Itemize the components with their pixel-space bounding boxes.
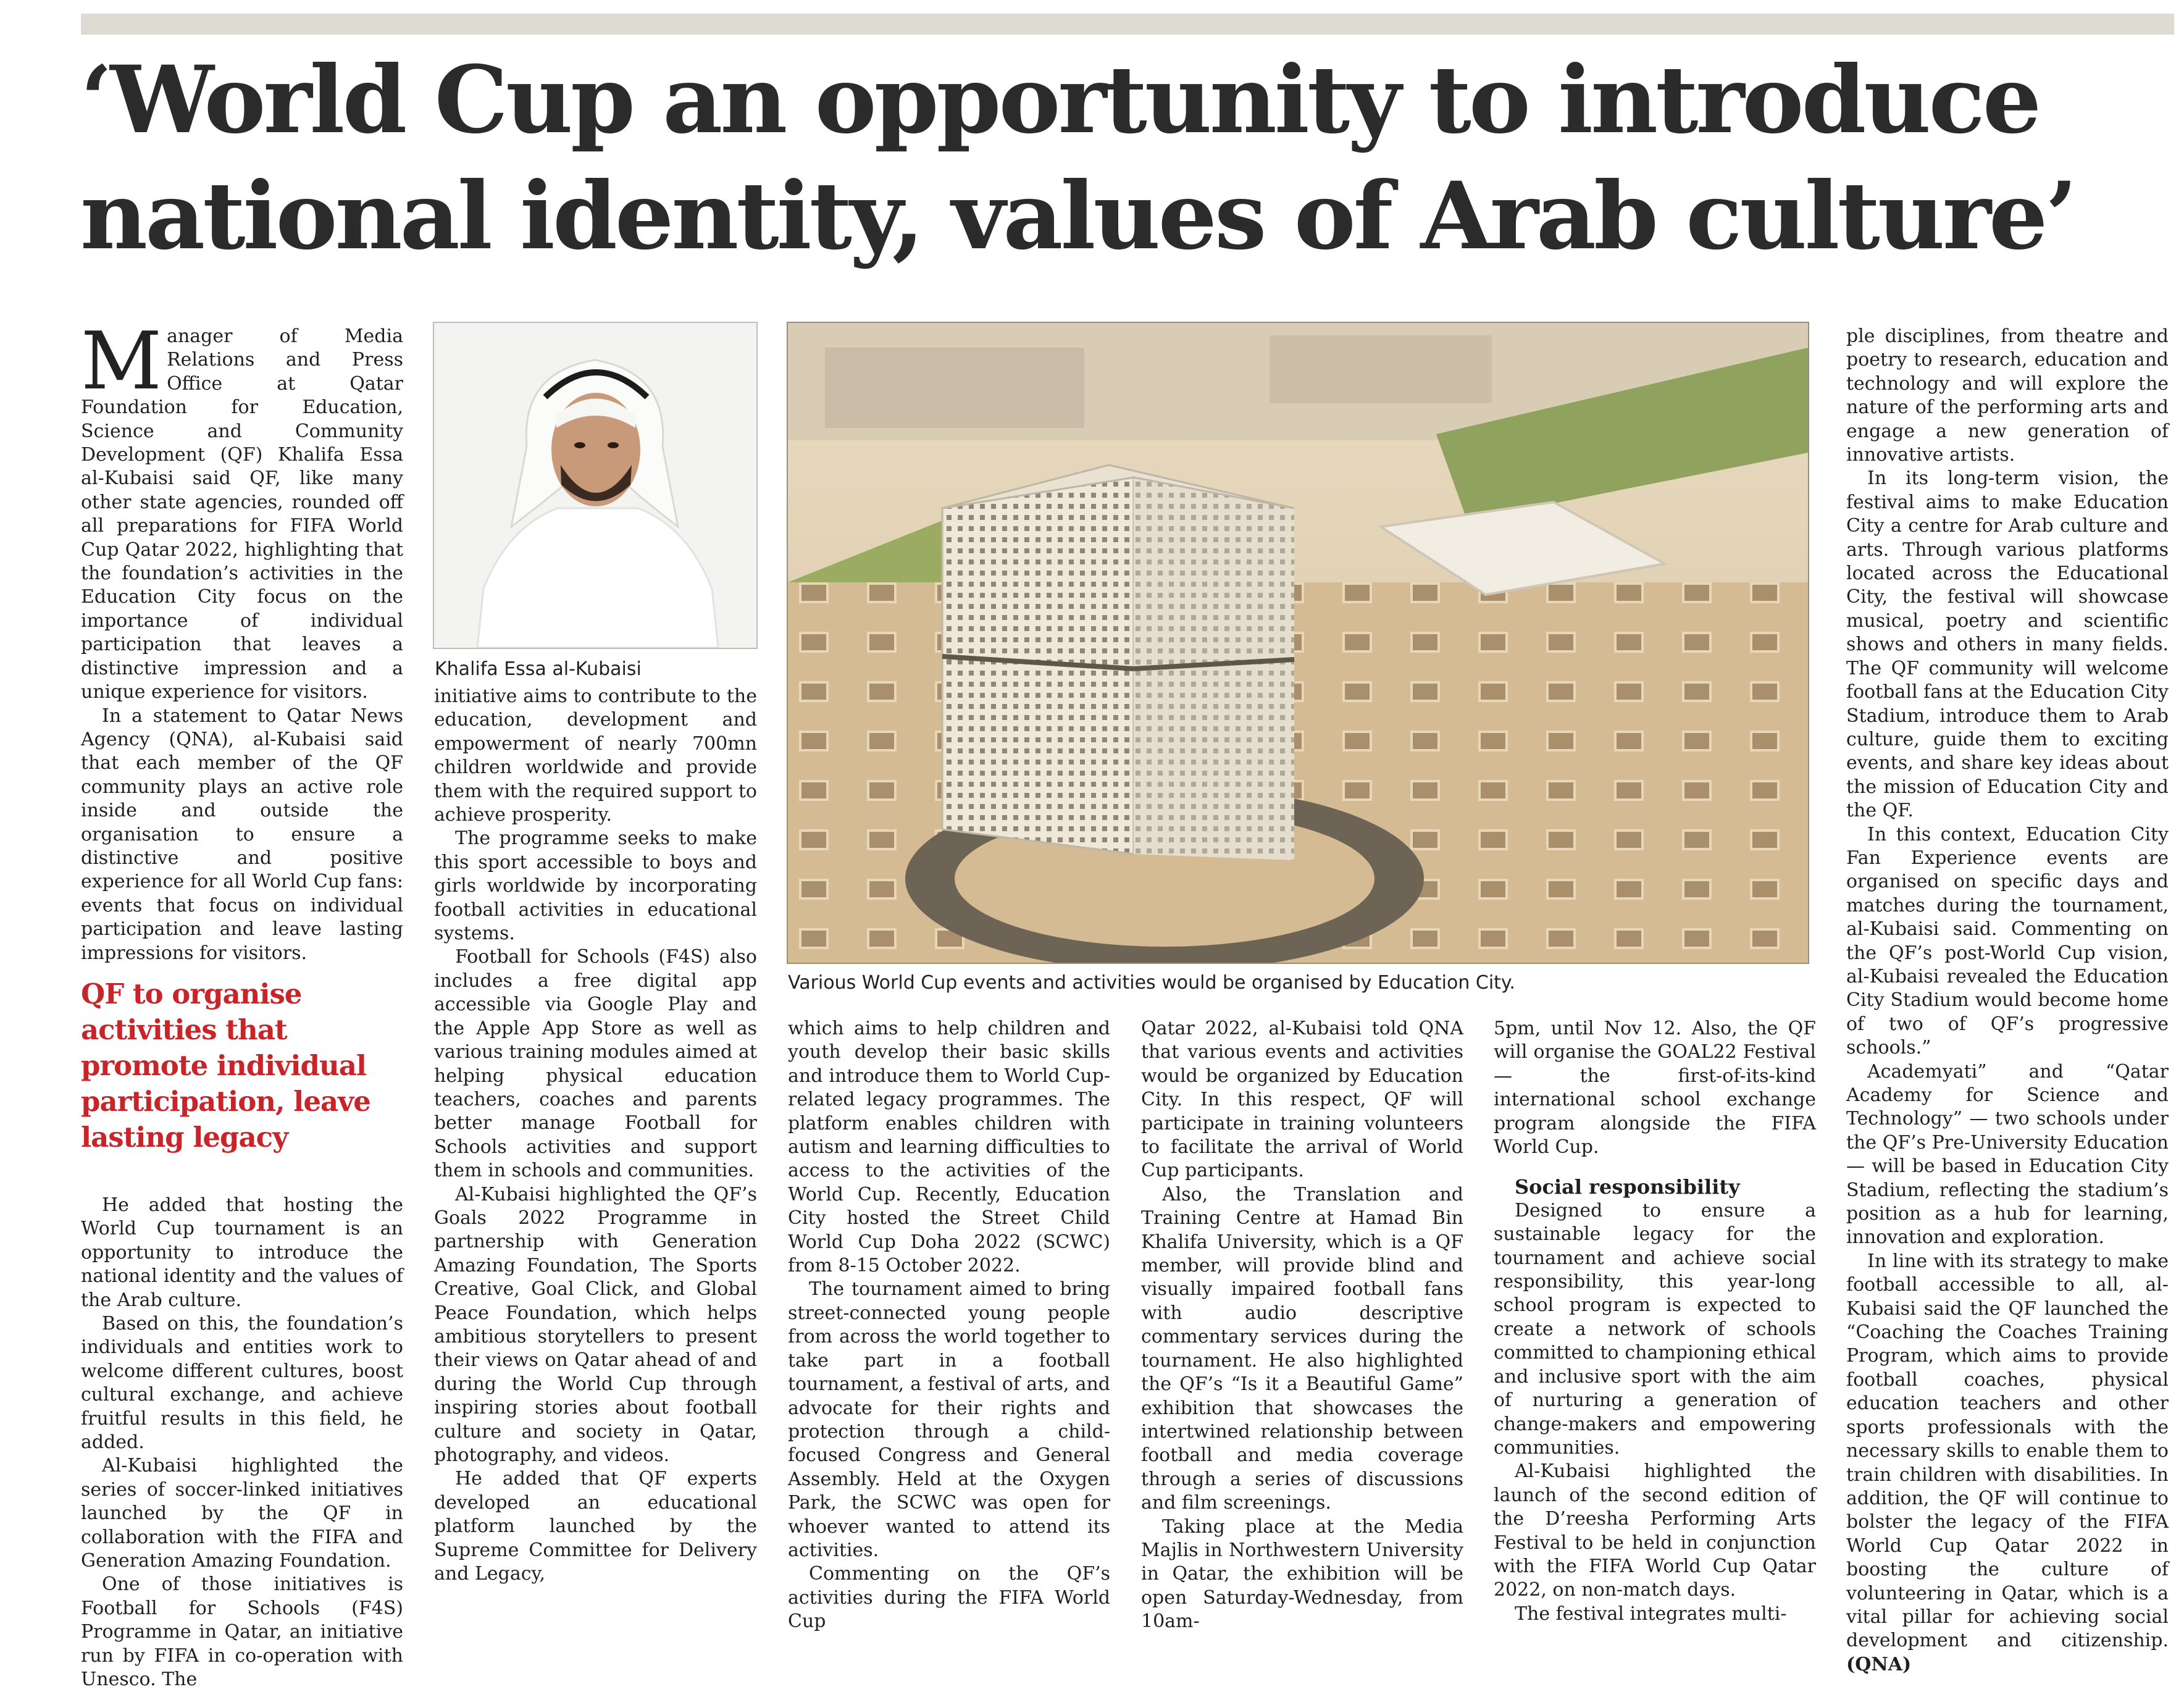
paragraph: Commenting on the QF’s activities during the FIFA World Cup [788, 1563, 1110, 1633]
paragraph: Designed to ensure a sustainable legacy for the tournament and achieve social responsibility, this year-long school program is expected to create a network of schools committed to championing ethical and inclusive sport with the aim of nurturing a generation of change-makers and empowering communities. [1494, 1199, 1816, 1459]
paragraph: Football for Schools (F4S) also includes a free digital app accessible via Google Play and the Apple App Store as well as various training modules aimed at helping physical education teachers, coaches and parents better manage Football for Schools activities and support them in schools and communities. [434, 946, 757, 1182]
article-column-1 [81, 316, 403, 1692]
headline-line-1: ‘World Cup an opportunity to introduce [80, 46, 2040, 154]
paragraph: In its long-term vision, the festival aims to make Education City a centre for Arab culture and arts. Through various platforms located across the Educational City, the festival will showcase musical, poetry and scientific shows and others in many fields. The QF community will welcome football fans at the Education City Stadium, introduce them to Arab culture, guide them to exciting events, and share key ideas about the mission of Education City and the QF. [1846, 467, 2169, 822]
article-column-6 [1846, 325, 2169, 1677]
paragraph: He added that hosting the World Cup tournament is an opportunity to introduce the national identity and the values of the Arab culture. [81, 1194, 403, 1311]
top-rule-bar [81, 14, 2174, 35]
headline-line-2: national identity, values of Arab culture’ [80, 162, 2075, 270]
paragraph: Also, the Translation and Training Centre at Hamad Bin Khalifa University, which is a QF member, will provide blind and visually impaired football fans with audio descriptive commentary services during the tournament. He also highlighted the QF’s “Is it a Beautiful Game” exhibition that showcases the intertwined relationship between football and media coverage through a series of discussions and film screenings. [1141, 1183, 1463, 1514]
paragraph: Al-Kubaisi highlighted the QF’s Goals 2022 Programme in partnership with Generation Amazing Foundation, The Sports Creative, Goal Click, and Global Peace Foundation, which helps ambitious storytellers to present their views on Qatar ahead of and during the World Cup through inspiring stories about football culture and society in Qatar, photography, and videos. [434, 1183, 757, 1466]
aerial-photo-image [788, 323, 1808, 963]
portrait-photo [433, 322, 758, 649]
paragraph: One of those initiatives is Football for Schools (F4S) Programme in Qatar, an initiative run by FIFA in co-operation with Unesco. The [81, 1573, 403, 1691]
subheading: QF to organise activities that promote individual participation, leave lasting legacy [81, 977, 370, 1154]
article-column-4 [1141, 1017, 1463, 1634]
paragraph: Academyati” and “Qatar Academy for Science and Technology” — two schools under the QF’s Pre-University Education — will be based in Education City Stadium, reflecting the stadium’s position as a hub for learning, innovation and exploration. [1846, 1060, 2169, 1249]
paragraph: which aims to help children and youth develop their basic skills and introduce them to World Cup-related legacy programmes. The platform enables children with autism and learning difficulties to access to the activities of the World Cup. Recently, Education City hosted the Street Child World Cup Doha 2022 (SCWC) from 8-15 October 2022. [788, 1018, 1110, 1277]
paragraph: In this context, Education City Fan Experience events are organised on specific days and matches during the tournament, al-Kubaisi said. Commenting on the QF’s post-World Cup vision, al-Kubaisi revealed the Education City Stadium would become home of two of QF’s progressive schools.” [1846, 823, 2169, 1059]
paragraph: initiative aims to contribute to the education, development and empowerment of nearly 700mn children worldwide and provide them with the required support to achieve prosperity. [434, 685, 757, 826]
article-column-2 [434, 685, 757, 1586]
paragraph: Al-Kubaisi highlighted the series of soccer-linked initiatives launched by the QF in collaboration with the FIFA and Generation Amazing Foundation. [81, 1455, 403, 1572]
drop-cap: M [81, 316, 162, 408]
paragraph: Taking place at the Media Majlis in Northwestern University in Qatar, the exhibition will be open Saturday-Wednesday, from 10am- [1141, 1515, 1463, 1633]
paragraph: Al-Kubaisi highlighted the launch of the second edition of the D’reesha Performing Arts Festival to be held in conjunction with the FIFA World Cup Qatar 2022, on non-match days. [1494, 1460, 1816, 1601]
paragraph: 5pm, until Nov 12. Also, the QF will organise the GOAL22 Festival — the first-of-its-kind international school exchange program alongside the FIFA World Cup. [1494, 1018, 1816, 1158]
education-city-photo [787, 322, 1809, 964]
lead-paragraph: Manager of Media Relations and Press Office at Qatar Foundation for Education, Science and Community Development (QF) Khalifa Essa al-Kubaisi said QF, like many other state agencies, rounded off all preparations for FIFA World Cup Qatar 2022, highlighting that the foundation’s activities in the Education City focus on the importance of individual participation that leaves a distinctive impression and a unique experience for visitors. [81, 316, 403, 703]
article-column-3 [788, 1017, 1110, 1634]
paragraph: Based on this, the foundation’s individuals and entities work to welcome different cultures, boost cultural exchange, and achieve fruitful results in this field, he added. [81, 1313, 403, 1454]
headline [80, 42, 2180, 274]
paragraph: In line with its strategy to make football accessible to all, al-Kubaisi said the QF launched the “Coaching the Coaches Training Program, which aims to provide football coaches, physical education teachers and other sports professionals with the necessary skills to enable them to train children with disabilities. In addition, the QF will continue to bolster the legacy of the FIFA World Cup Qatar 2022 in boosting the culture of volunteering in Qatar, which is a vital pillar for achieving social development and citizenship. (QNA) [1846, 1250, 2169, 1675]
photo-caption: Various World Cup events and activities would be organised by Education City. [788, 972, 1515, 994]
paragraph: The programme seeks to make this sport accessible to boys and girls worldwide by incorporating football activities in educational systems. [434, 827, 757, 945]
portrait-caption: Khalifa Essa al-Kubaisi [435, 658, 642, 680]
paragraph: The festival integrates multi- [1515, 1602, 1787, 1625]
paragraph: Qatar 2022, al-Kubaisi told QNA that various events and activities would be organized by Education City. In this respect, QF will participate in training volunteers to facilitate the arrival of World Cup participants. [1141, 1018, 1463, 1182]
portrait-image [434, 323, 756, 648]
signoff: (QNA) [1846, 1653, 1912, 1675]
paragraph: He added that QF experts developed an educational platform launched by the Supreme Committee for Delivery and Legacy, [434, 1468, 757, 1585]
paragraph: The tournament aimed to bring street-connected young people from across the world together to take part in a football tournament, a festival of arts, and advocate for their rights and protection through a child-focused Congress and General Assembly. Held at the Oxygen Park, the SCWC was open for whoever wanted to attend its activities. [788, 1278, 1110, 1561]
article-column-5 [1494, 1017, 1816, 1626]
paragraph: In a statement to Qatar News Agency (QNA), al-Kubaisi said that each member of the QF community plays an active role inside and outside the organisation to ensure a distinctive and positive experience for all World Cup fans: events that focus on individual participation and leave lasting impressions for visitors. [81, 705, 403, 964]
section-heading: Social responsibility [1515, 1175, 1740, 1199]
paragraph: ple disciplines, from theatre and poetry to research, education and technology and will explore the nature of the performing arts and engage a new generation of innovative artists. [1846, 325, 2169, 466]
